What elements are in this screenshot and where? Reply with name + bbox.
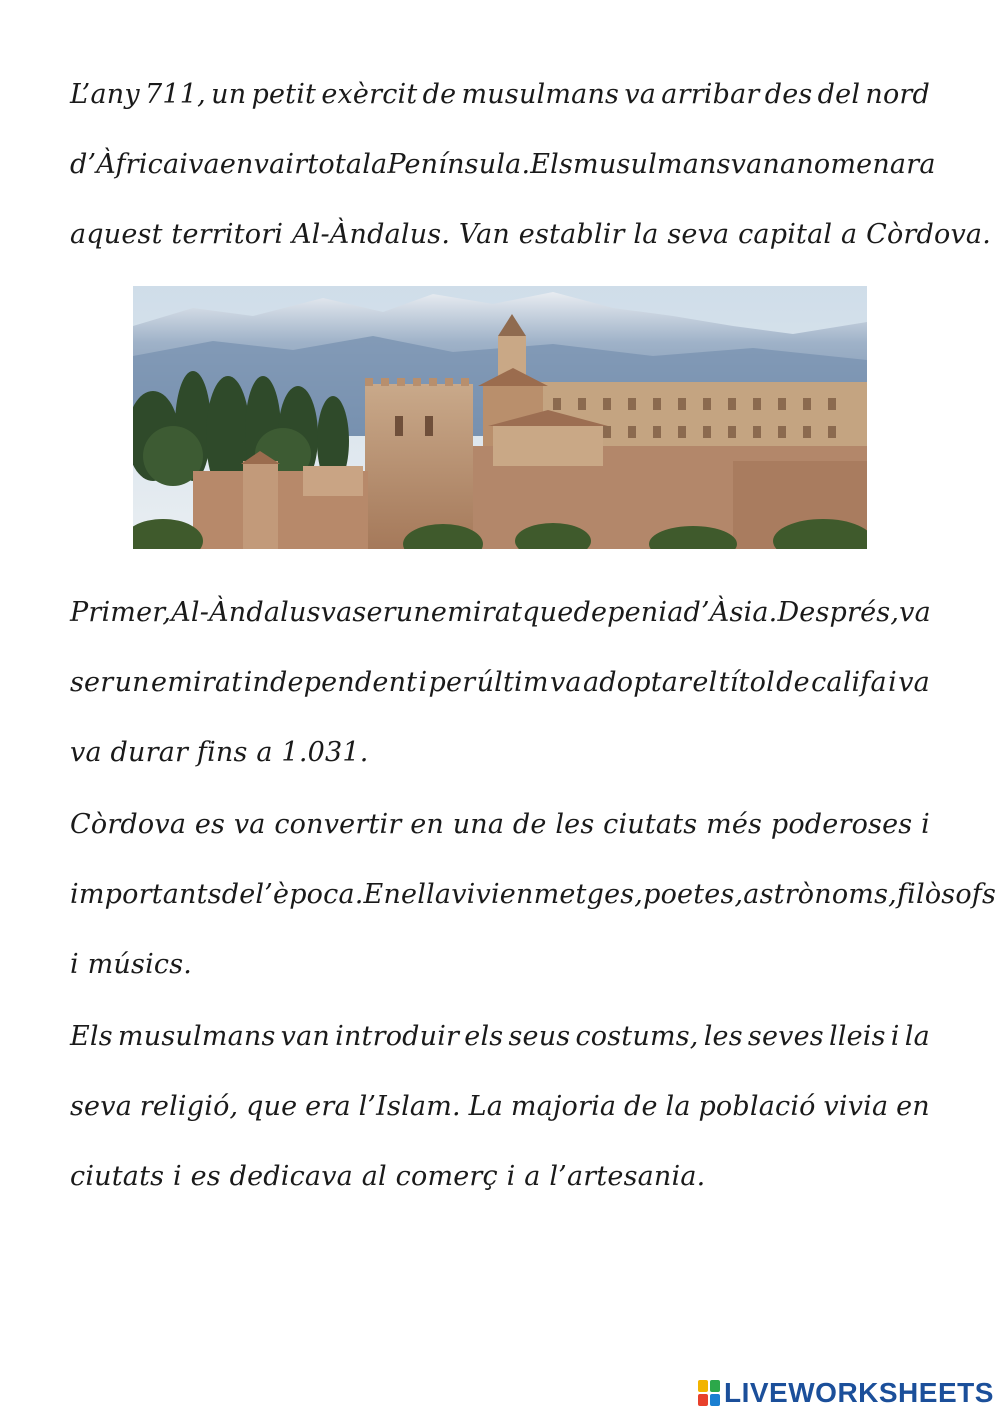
word: seus: [508, 1021, 571, 1052]
word: anomenar: [780, 149, 920, 180]
word: costums,: [575, 1021, 699, 1052]
word: Primer,: [70, 597, 172, 628]
word: va: [899, 597, 931, 628]
word: tota: [307, 149, 363, 180]
word: ser: [352, 597, 396, 628]
word: un: [114, 667, 150, 698]
word: poetes,: [643, 879, 744, 910]
logo-mark-icon: [698, 1380, 720, 1406]
word: introduir: [335, 1021, 460, 1052]
word: i: [179, 149, 189, 180]
word: era: [305, 1091, 351, 1122]
text-line: [70, 78, 930, 112]
word: la: [904, 1021, 930, 1052]
word: l’Islam.: [358, 1091, 461, 1122]
word: musulmans: [573, 149, 731, 180]
word: seva: [70, 1091, 132, 1122]
word: astrònoms,: [743, 879, 897, 910]
word: exèrcit: [321, 79, 418, 110]
text-line: [70, 148, 936, 182]
word: metges,: [533, 879, 644, 910]
text-line: [70, 666, 930, 700]
word: convertir: [274, 809, 402, 840]
word: Còrdova: [70, 809, 187, 840]
word: que: [246, 1091, 298, 1122]
logo-block: [698, 1394, 708, 1406]
text-line: i músics.: [70, 949, 193, 980]
word: població: [698, 1091, 816, 1122]
text-line: [70, 878, 997, 912]
word: seves: [747, 1021, 824, 1052]
word: van: [280, 1021, 330, 1052]
word: van: [730, 149, 781, 180]
word: Els: [70, 1021, 113, 1052]
word: La: [468, 1091, 504, 1122]
word: adoptar: [582, 667, 692, 698]
word: Península.: [387, 149, 531, 180]
word: musulmans: [117, 1021, 276, 1052]
logo-block: [710, 1394, 720, 1406]
word: importants: [70, 879, 222, 910]
word: va: [233, 809, 266, 840]
word: independent: [243, 667, 418, 698]
logo-block: [710, 1380, 720, 1392]
word: l’època.: [255, 879, 364, 910]
word: va: [549, 667, 582, 698]
text-line: ciutats i es dedicava al comerç i a l’artesania.: [70, 1161, 706, 1192]
word: En: [363, 879, 402, 910]
word: ciutats: [603, 809, 698, 840]
word: filòsofs: [896, 879, 997, 910]
word: va: [320, 597, 353, 628]
word: els: [464, 1021, 504, 1052]
word: títol: [718, 667, 775, 698]
word: musulmans: [461, 79, 620, 110]
word: religió,: [139, 1091, 239, 1122]
word: vivia: [823, 1091, 889, 1122]
word: 711,: [144, 79, 206, 110]
word: ser: [70, 667, 114, 698]
word: en: [410, 809, 444, 840]
logo-block: [698, 1380, 708, 1392]
word: les: [555, 809, 595, 840]
alhambra-photo: [133, 286, 867, 549]
word: una: [452, 809, 505, 840]
word: Al-Àndalus: [171, 597, 321, 628]
word: en: [896, 1091, 930, 1122]
word: va: [188, 149, 220, 180]
word: del: [817, 79, 861, 110]
word: arribar: [661, 79, 760, 110]
word: de: [221, 879, 256, 910]
word: L’any: [70, 79, 140, 110]
word: de: [512, 809, 547, 840]
word: des: [764, 79, 813, 110]
word: emirat: [151, 667, 243, 698]
word: Després,: [777, 597, 900, 628]
word: de: [422, 79, 457, 110]
word: i: [418, 667, 428, 698]
word: lleis: [828, 1021, 886, 1052]
word: que: [522, 597, 574, 628]
word: a: [919, 149, 936, 180]
word: i: [888, 667, 897, 698]
word: el: [692, 667, 718, 698]
word: va: [898, 667, 930, 698]
word: es: [194, 809, 226, 840]
word: ella: [401, 879, 452, 910]
word: Els: [530, 149, 574, 180]
word: d’Àsia.: [683, 597, 778, 628]
word: de: [624, 1091, 658, 1122]
word: per: [428, 667, 476, 698]
word: últim: [476, 667, 549, 698]
word: la: [665, 1091, 691, 1122]
text-line: va durar fins a 1.031.: [70, 737, 369, 768]
word: va: [624, 79, 657, 110]
word: d’Àfrica: [70, 149, 180, 180]
word: més: [706, 809, 763, 840]
text-line: aquest territori Al-Àndalus. Van establir la seva capital a Còrdova.: [70, 219, 991, 250]
text-line: [70, 1020, 930, 1054]
word: envair: [219, 149, 308, 180]
word: majoria: [510, 1091, 617, 1122]
text-line: [70, 1090, 930, 1124]
liveworksheets-logo[interactable]: [698, 1378, 994, 1408]
word: les: [703, 1021, 743, 1052]
word: de: [776, 667, 810, 698]
word: un: [395, 597, 431, 628]
word: poderoses: [770, 809, 913, 840]
word: nord: [865, 79, 930, 110]
brand-name: LIVEWORKSHEETS: [724, 1377, 994, 1408]
word: emirat: [430, 597, 523, 628]
word: un: [211, 79, 247, 110]
word: califa: [811, 667, 887, 698]
text-line: [70, 596, 930, 630]
word: i: [890, 1021, 900, 1052]
word: petit: [251, 79, 317, 110]
text-line: [70, 808, 930, 842]
word: depenia: [573, 597, 684, 628]
word: vivien: [451, 879, 534, 910]
word: i: [921, 809, 930, 840]
word: la: [362, 149, 388, 180]
